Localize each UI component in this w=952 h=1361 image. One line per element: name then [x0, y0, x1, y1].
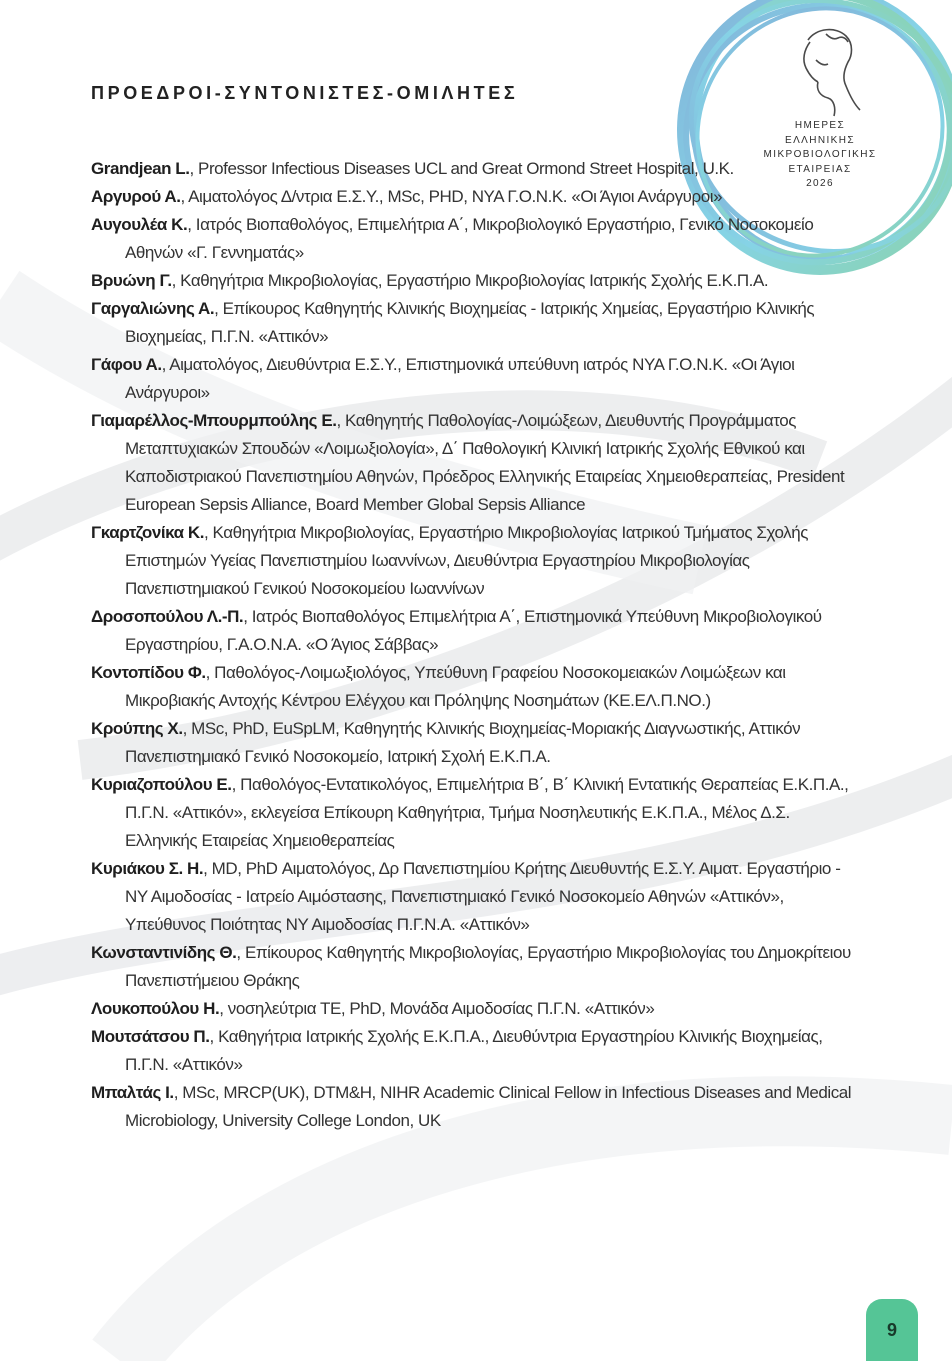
speaker-entry [91, 1079, 861, 1135]
speaker-name: Κωνσταντινίδης Θ. [91, 943, 237, 962]
speaker-name: Κυριαζοπούλου Ε. [91, 775, 232, 794]
speaker-description: , Καθηγήτρια Μικροβιολογίας, Εργαστήριο Μικροβιολογίας Ιατρικής Σχολής Ε.Κ.Π.Α. [171, 271, 769, 290]
speaker-entry [91, 295, 861, 351]
speaker-entry [91, 603, 861, 659]
speaker-description: , Καθηγήτρια Ιατρικής Σχολής Ε.Κ.Π.Α., Διευθύντρια Εργαστηρίου Κλινικής Βιοχημείας, Π.Γ.Ν. «Αττικόν» [125, 1027, 823, 1074]
speaker-description: , Επίκουρος Καθηγητής Μικροβιολογίας, Εργαστήριο Μικροβιολογίας του Δημοκρίτειου Πανεπιστήμειου Θράκης [125, 943, 851, 990]
speaker-description: , Αιματολόγος Δ/ντρια Ε.Σ.Υ., MSc, PHD, ΝΥΑ Γ.Ο.Ν.Κ. «Οι Άγιοι Ανάργυροι» [180, 187, 723, 206]
page-number: 9 [866, 1299, 918, 1361]
speaker-entry [91, 855, 861, 939]
speaker-entry [91, 659, 861, 715]
speaker-description: , Παθολόγος-Λοιμωξιολόγος, Υπεύθυνη Γραφείου Νοσοκομειακών Λοιμώξεων και Μικροβιακής Αντοχής Κέντρου Ελέγχου και Πρόληψης Νοσημάτων (ΚΕ.ΕΛ.Π.ΝΟ.) [125, 663, 786, 710]
page-heading: ΠΡΟΕΔΡΟΙ-ΣΥΝΤΟΝΙΣΤΕΣ-ΟΜΙΛΗΤΕΣ [91, 83, 519, 103]
statue-head-icon [804, 30, 860, 116]
speaker-description: , Ιατρός Βιοπαθολόγος Επιμελήτρια Α΄, Επιστημονικά Υπεύθυνη Μικροβιολογικού Εργαστηρίου, Γ.Α.Ο.Ν.Α. «Ο Άγιος Σάββας» [125, 607, 822, 654]
speaker-name: Δροσοπούλου Λ.-Π. [91, 607, 244, 626]
speaker-description: , Ιατρός Βιοπαθολόγος, Επιμελήτρια Α΄, Μικροβιολογικό Εργαστήριο, Γενικό Νοσοκομείο Αθηνών «Γ. Γεννηματάς» [125, 215, 814, 262]
speaker-list [91, 155, 861, 1135]
speaker-description: , MSc, MRCP(UK), DTM&H, NIHR Academic Clinical Fellow in Infectious Diseases and Medical Microbiology, University College London, UK [125, 1083, 852, 1130]
speaker-entry [91, 407, 861, 519]
speaker-description: , Αιματολόγος, Διευθύντρια Ε.Σ.Υ., Επιστημονικά υπεύθυνη ιατρός ΝΥΑ Γ.Ο.Ν.Κ. «Οι Άγιοι Ανάργυροι» [125, 355, 795, 402]
speaker-description: , Καθηγήτρια Μικροβιολογίας, Εργαστήριο Μικροβιολογίας Ιατρικού Τμήματος Σχολής Επιστημών Υγείας Πανεπιστημίου Ιωαννίνων, Διευθύντρια Εργαστηρίου Μικροβιολογίας Πανεπιστημιακού Γενικού Νοσοκομείου Ιωαννίνων [125, 523, 808, 598]
speaker-description: , Professor Infectious Diseases UCL and Great Ormond Street Hospital, U.K. [189, 159, 734, 178]
speaker-entry [91, 995, 861, 1023]
speaker-description: , νοσηλεύτρια ΤΕ, PhD, Μονάδα Αιμοδοσίας Π.Γ.Ν. «Αττικόν» [219, 999, 655, 1018]
speaker-description: , Επίκουρος Καθηγητής Κλινικής Βιοχημείας - Ιατρικής Χημείας, Εργαστήριο Κλινικής Βιοχημείας, Π.Γ.Ν. «Αττικόν» [125, 299, 815, 346]
speaker-entry [91, 211, 861, 267]
speaker-name: Μουτσάτσου Π. [91, 1027, 210, 1046]
speaker-name: Λουκοπούλου Η. [91, 999, 220, 1018]
speaker-entry [91, 715, 861, 771]
speaker-name: Κρούπης Χ. [91, 719, 183, 738]
speaker-name: Βρυώνη Γ. [91, 271, 172, 290]
speaker-entry [91, 155, 861, 183]
logo-year: 2026 [806, 178, 834, 189]
logo-line: ΕΤΑΙΡΕΙΑΣ [788, 163, 852, 175]
speaker-name: Γκαρτζονίκα Κ. [91, 523, 204, 542]
logo-line: ΕΛΛΗΝΙΚΗΣ [785, 134, 855, 146]
speaker-description: , Καθηγητής Παθολογίας-Λοιμώξεων, Διευθυντής Προγράμματος Μεταπτυχιακών Σπουδών «Λοιμωξιολογία», Δ΄ Παθολογική Κλινική Ιατρικής Σχολής Εθνικού και Καποδιστριακού Πανεπιστημίου Αθηνών, Πρόεδρος Ελληνικής Εταιρείας Χημειοθεραπείας, President European Sepsis Alliance, Board Member Global Sepsis Alliance [125, 411, 845, 514]
speaker-description: , MSc, PhD, EuSpLM, Καθηγητής Κλινικής Βιοχημείας-Μοριακής Διαγνωστικής, Αττικόν Πανεπιστημιακό Γενικό Νοσοκομείο, Ιατρική Σχολή Ε.Κ.Π.Α. [125, 719, 801, 766]
logo-line: ΜΙΚΡΟΒΙΟΛΟΓΙΚΗΣ [763, 149, 877, 160]
speaker-entry [91, 519, 861, 603]
speaker-name: Κυριάκου Σ. Η. [91, 859, 204, 878]
speaker-name: Αυγουλέα Κ. [91, 215, 188, 234]
speaker-name: Κοντοπίδου Φ. [91, 663, 206, 682]
speaker-entry [91, 771, 861, 855]
speaker-name: Γιαμαρέλλος-Μπουρμπούλης Ε. [91, 411, 337, 430]
speaker-name: Γαργαλιώνης Α. [91, 299, 215, 318]
logo-line: ΗΜΕΡΕΣ [794, 120, 846, 131]
speaker-entry [91, 1023, 861, 1079]
speaker-entry [91, 267, 861, 295]
speaker-entry [91, 939, 861, 995]
speaker-name: Αργυρού Α. [91, 187, 181, 206]
speaker-entry [91, 351, 861, 407]
speaker-description: , MD, PhD Αιματολόγος, Δρ Πανεπιστημίου Κρήτης Διευθυντής Ε.Σ.Υ. Αιματ. Εργαστήριο - ΝΥ Αιμοδοσίας - Ιατρείο Αιμόστασης, Πανεπιστημιακό Γενικό Νοσοκομείο Αθηνών «Αττικόν», Υπεύθυνος Ποιότητας ΝΥ Αιμοδοσίας Π.Γ.Ν.Α. «Αττικόν» [125, 859, 841, 934]
speaker-name: Grandjean L. [91, 159, 190, 178]
speaker-description: , Παθολόγος-Εντατικολόγος, Επιμελήτρια Β΄, Β΄ Κλινική Εντατικής Θεραπείας Ε.Κ.Π.Α., Π.Γ.Ν. «Αττικόν», εκλεγείσα Επίκουρη Καθηγήτρια, Τμήμα Νοσηλευτικής Ε.Κ.Π.Α., Μέλος Δ.Σ. Ελληνικής Εταιρείας Χημειοθεραπείας [125, 775, 849, 850]
speaker-name: Μπαλτάς Ι. [91, 1083, 174, 1102]
speaker-entry [91, 183, 861, 211]
speaker-name: Γάφου Α. [91, 355, 162, 374]
